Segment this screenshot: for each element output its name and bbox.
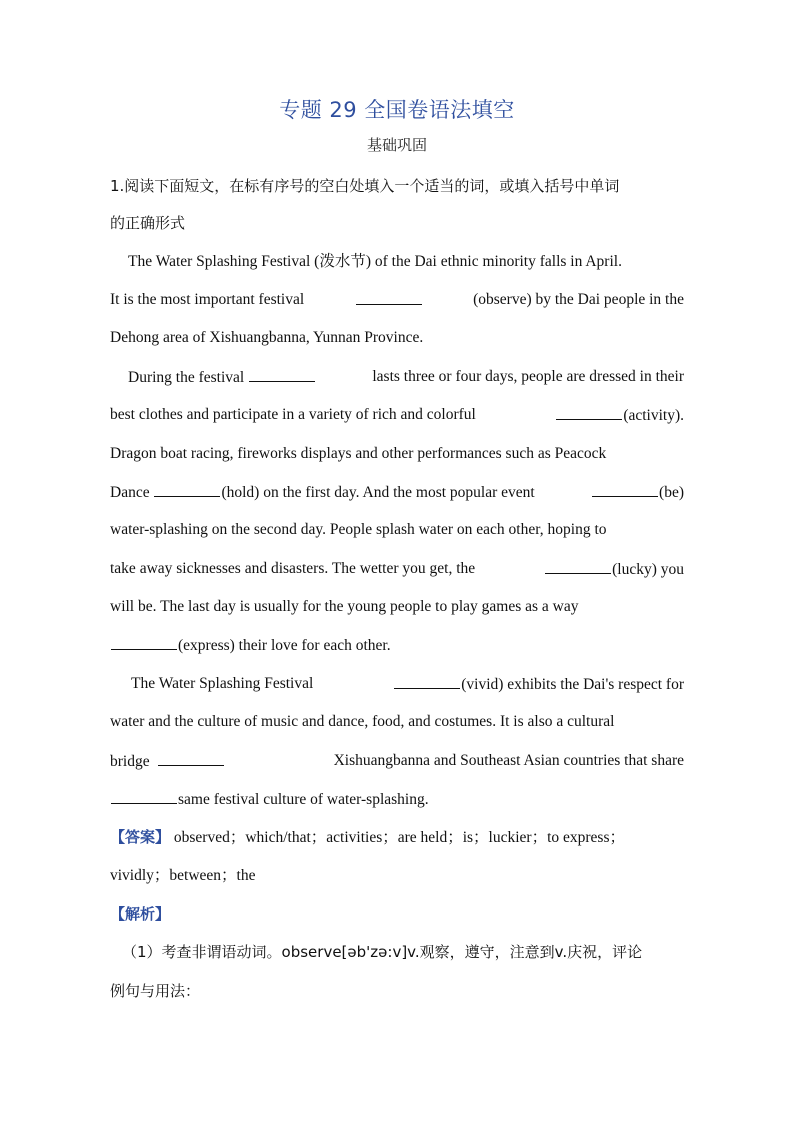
text: (observe) by the Dai people in the	[473, 291, 684, 308]
analysis-label: 【解析】	[110, 905, 171, 923]
blank-5[interactable]	[592, 481, 658, 497]
blank-6[interactable]	[545, 558, 611, 574]
text: (hold) on the first day. And the most popular event	[221, 484, 535, 501]
p1-line2	[110, 289, 684, 311]
answer-line2: vividly；between；the	[110, 867, 256, 884]
p3-line1	[131, 673, 684, 696]
text: bridge	[110, 753, 150, 770]
text: same festival culture of water-splashing.	[178, 791, 429, 808]
p3-line3	[110, 750, 684, 773]
blank-3[interactable]	[556, 404, 622, 420]
text: best clothes and participate in a variety of rich and colorful	[110, 406, 476, 423]
p1-line3: Dehong area of Xishuangbanna, Yunnan Province.	[110, 329, 424, 346]
blank-9[interactable]	[158, 750, 224, 766]
question-intro: 1.阅读下面短文，在标有序号的空白处填入一个适当的词，或填入括号中单词	[110, 177, 620, 195]
p3-line2: water and the culture of music and dance, food, and costumes. It is also a cultural	[110, 713, 615, 730]
analysis-heading	[110, 903, 684, 926]
text: During the festival	[128, 369, 245, 386]
blank-10[interactable]	[111, 788, 177, 804]
blank-2[interactable]	[249, 366, 315, 382]
p2-line6	[110, 558, 684, 581]
p1-line1: The Water Splashing Festival (泼水节) of the Dai ethnic minority falls in April.	[128, 253, 622, 270]
p2-line7: will be. The last day is usually for the young people to play games as a way	[110, 598, 579, 615]
text: (activity).	[623, 407, 684, 424]
text: Xishuangbanna and Southeast Asian countries that share	[333, 752, 684, 769]
p3-line4	[110, 788, 684, 811]
blank-7[interactable]	[111, 634, 177, 650]
text: (be)	[659, 484, 684, 501]
text: Dance	[110, 484, 150, 501]
text: lasts three or four days, people are dressed in their	[372, 368, 684, 385]
p2-line8	[110, 634, 684, 657]
text: take away sicknesses and disasters. The wetter you get, the	[110, 560, 476, 577]
p2-line4	[110, 481, 684, 504]
p2-line5: water-splashing on the second day. People splash water on each other, hoping to	[110, 521, 607, 538]
blank-8[interactable]	[394, 673, 460, 689]
analysis-line1: （1）考查非谓语动词。observe[əb'zə:v]v.观察，遵守，注意到v.庆祝，评论	[122, 943, 643, 961]
p2-line1	[128, 366, 684, 389]
answer-text: observed；which/that；activities；are held；is；luckier；to express；	[173, 829, 625, 846]
blank-1[interactable]	[356, 289, 422, 305]
analysis-line2: 例句与用法：	[110, 982, 201, 1000]
text: (lucky) you	[612, 561, 684, 578]
text: The Water Splashing Festival	[131, 675, 314, 692]
text: (express) their love for each other.	[178, 637, 391, 654]
blank-4[interactable]	[154, 481, 220, 497]
p2-line3: Dragon boat racing, fireworks displays and other performances such as Peacock	[110, 445, 607, 462]
answer-label: 【答案】	[110, 828, 171, 846]
text: (vivid) exhibits the Dai's respect for	[461, 676, 684, 693]
p2-line2	[110, 404, 684, 427]
page-title: 专题 29 全国卷语法填空	[279, 98, 515, 122]
page-subtitle: 基础巩固	[366, 136, 427, 154]
text: It is the most important festival	[110, 291, 305, 308]
answer-line1	[110, 826, 684, 849]
question-intro-cont: 的正确形式	[110, 214, 186, 232]
